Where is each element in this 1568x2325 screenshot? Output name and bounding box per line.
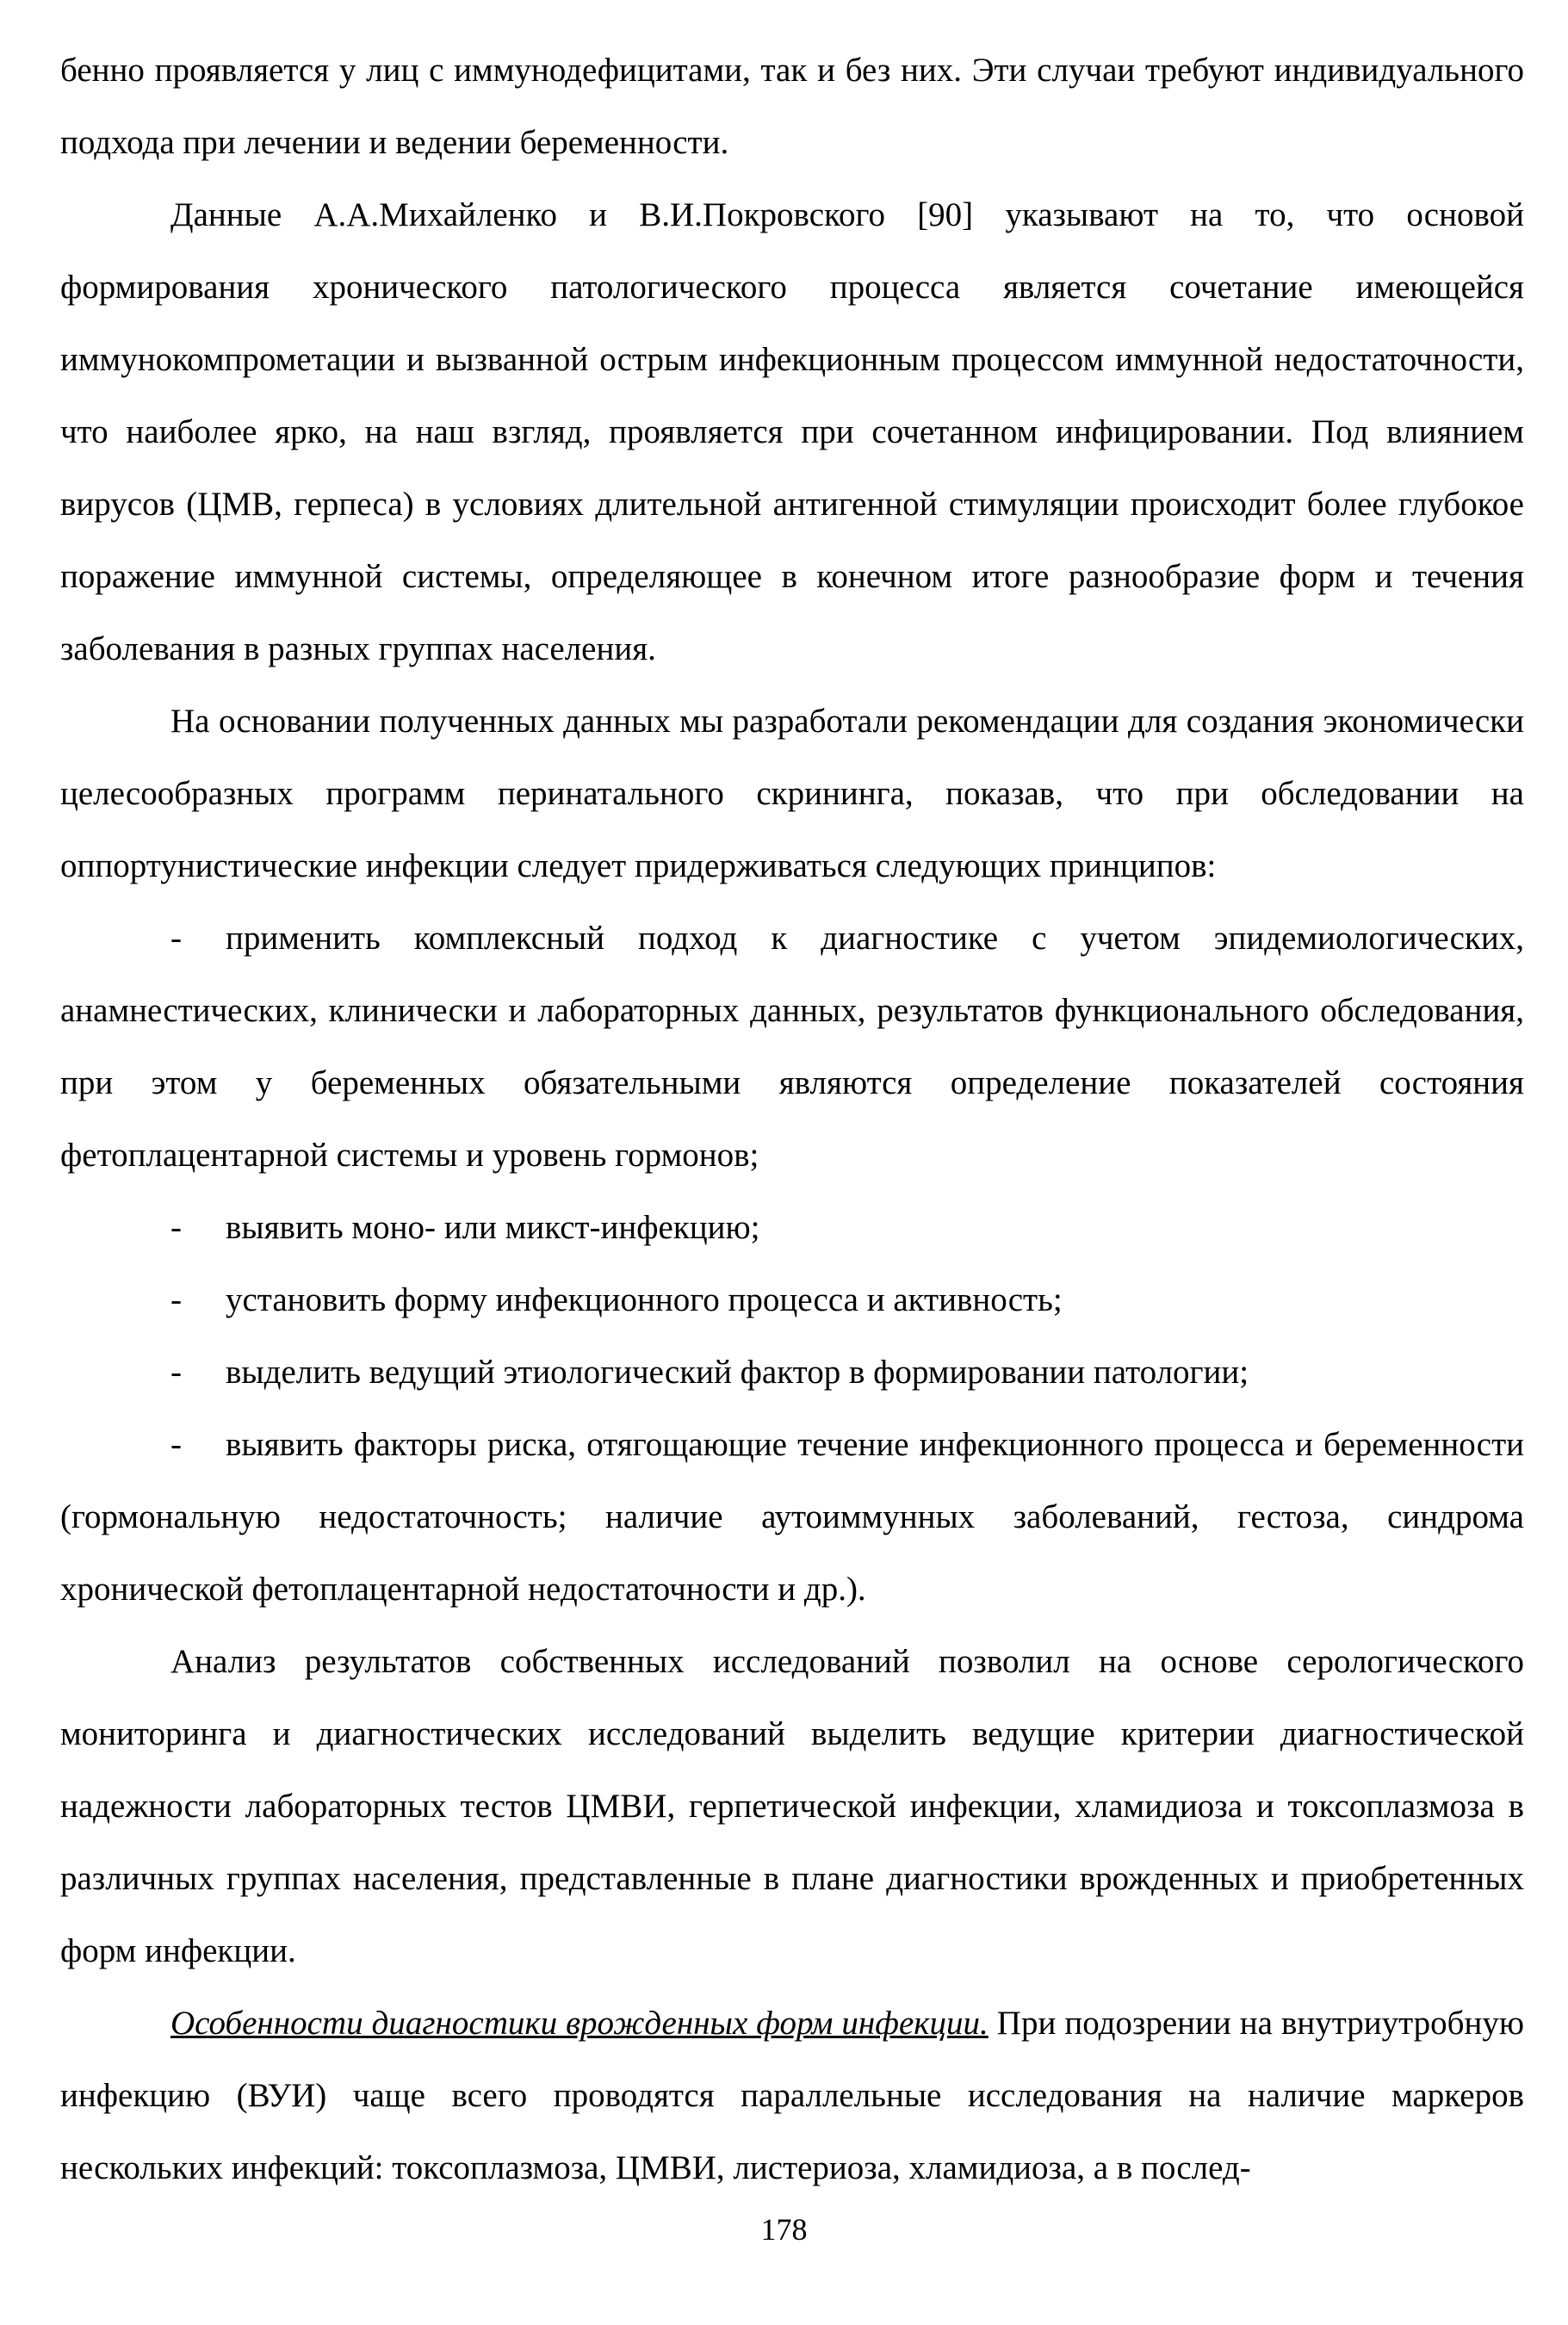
list-item-text: применить комплексный подход к диагностике с учетом эпидемиологических, анамнестических, клинически и лабораторных данных, результатов функционального обследования, при этом у беременных обязательными являются определение показателей состояния фетоплацентарной системы и уровень гормонов; [60, 920, 1524, 1174]
list-dash: - [170, 1426, 182, 1463]
list-dash: - [170, 1281, 182, 1318]
list-dash: - [170, 920, 182, 957]
section-heading: Особенности диагностики врожденных форм инфекции. [170, 2005, 989, 2042]
list-dash: - [170, 1209, 182, 1246]
page-number: 178 [760, 2212, 808, 2247]
list-item [60, 1336, 1524, 1409]
list-item [60, 1192, 1524, 1264]
list-item-text: выделить ведущий этиологический фактор в формировании патологии; [226, 1354, 1249, 1391]
list-item [60, 1409, 1524, 1626]
list-item [60, 902, 1524, 1192]
paragraph-recommendations: На основании полученных данных мы разработали рекомендации для создания экономически целесообразных программ перинатального скрининга, показав, что при обследовании на оппортунистические инфекции следует придерживаться следующих принципов: [60, 703, 1524, 884]
paragraph-continuation: бенно проявляется у лиц с иммунодефицитами, так и без них. Эти случаи требуют индивидуального подхода при лечении и ведении беременности. [60, 52, 1524, 161]
section-text: При подозрении на внутриутробную инфекцию (ВУИ) чаще всего проводятся параллельные исследования на наличие маркеров нескольких инфекций: токсоплазмоза, ЦМВИ, листериоза, хламидиоза, а в послед- [60, 2005, 1524, 2186]
list-item-text: выявить факторы риска, отягощающие течение инфекционного процесса и беременности (гормональную недостаточность; наличие аутоиммунных заболеваний, гестоза, синдрома хронической фетоплацентарной недостаточности и др.). [60, 1426, 1524, 1608]
principles-list [60, 902, 1524, 1626]
list-item [60, 1264, 1524, 1336]
list-item-text: установить форму инфекционного процесса и активность; [226, 1281, 1063, 1318]
paragraph-congenital-diagnostics [60, 1987, 1524, 2204]
page-body [60, 34, 1524, 2204]
paragraph-analysis: Анализ результатов собственных исследований позволил на основе серологического мониторинга и диагностических исследований выделить ведущие критерии диагностической надежности лабораторных тестов ЦМВИ, герпетической инфекции, хламидиоза и токсоплазмоза в различных группах населения, представленные в плане диагностики врожденных и приобретенных форм инфекции. [60, 1643, 1524, 1969]
list-item-text: выявить моно- или микст-инфекцию; [226, 1209, 760, 1246]
paragraph-mikhailenko: Данные А.А.Михайленко и В.И.Покровского [90] указывают на то, что основой формирования хронического патологического процесса является сочетание имеющейся иммунокомпрометации и вызванной острым инфекционным процессом иммунной недостаточности, что наиболее ярко, на наш взгляд, проявляется при сочетанном инфицировании. Под влиянием вирусов (ЦМВ, герпеса) в условиях длительной антигенной стимуляции происходит более глубокое поражение иммунной системы, определяющее в конечном итоге разнообразие форм и течения заболевания в разных группах населения. [60, 196, 1524, 667]
list-dash: - [170, 1354, 182, 1391]
